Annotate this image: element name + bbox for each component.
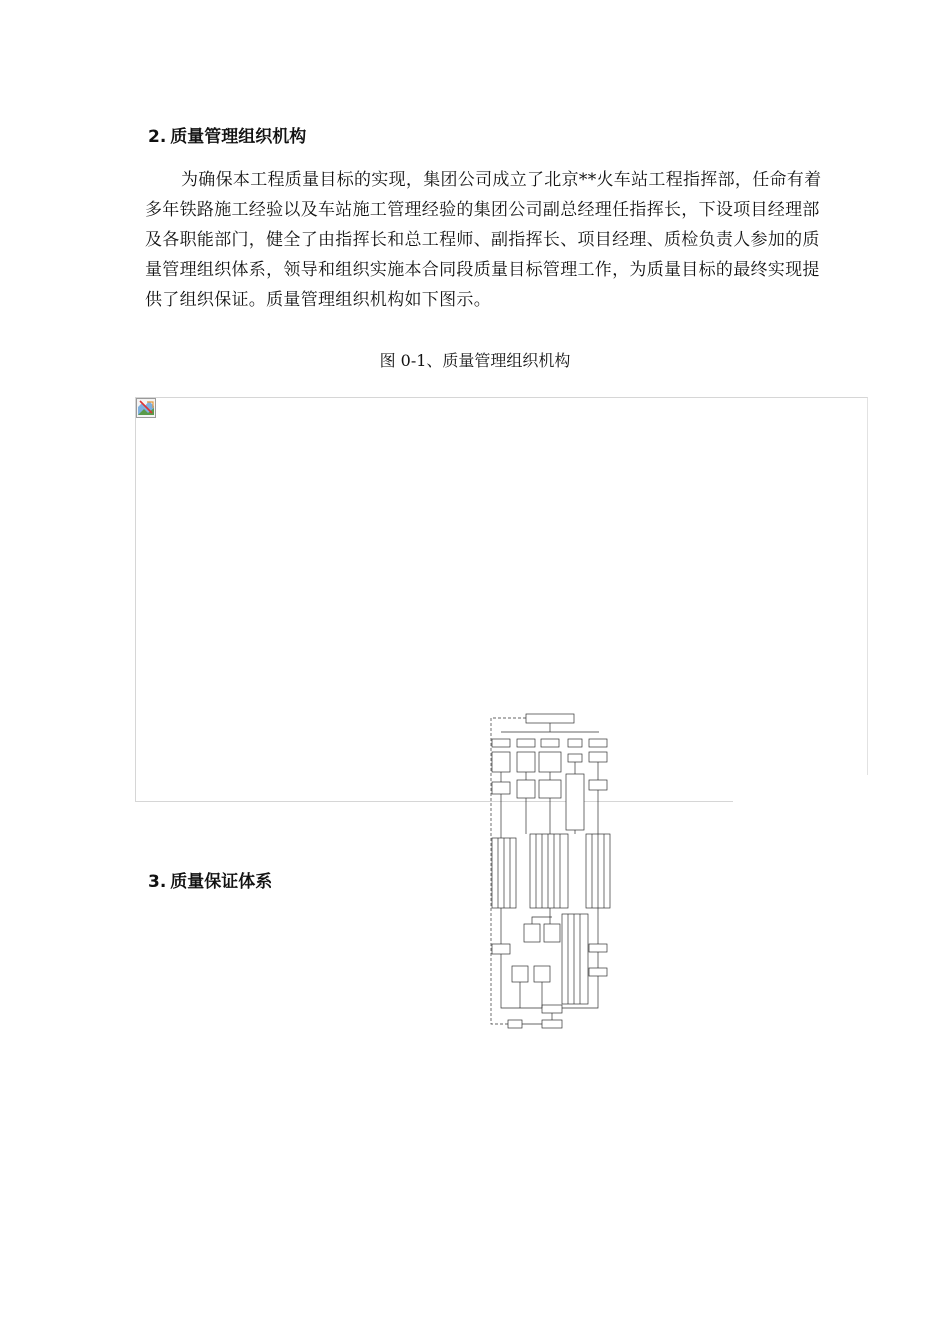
- section-2-number: 2.: [148, 127, 167, 147]
- broken-image-icon: [136, 398, 156, 418]
- body-paragraph: 为确保本工程质量目标的实现，集团公司成立了北京**火车站工程指挥部，任命有着多年铁路施工经验以及车站施工管理经验的集团公司副总经理任指挥长，下设项目经理部及各职能部门，健全了由指挥长和总工程师、副指挥长、项目经理、质检负责人参加的质量管理组织体系，领导和组织实施本合同段质量目标管理工作，为质量目标的最终实现提供了组织保证。质量管理组织机构如下图示。: [145, 170, 822, 310]
- section-3-heading: [148, 872, 272, 892]
- section-2-heading: [148, 127, 306, 147]
- org-chart-thumbnail: [486, 712, 614, 1036]
- section-2-title: 质量管理组织机构: [170, 127, 307, 147]
- section-3-title: 质量保证体系: [170, 872, 273, 892]
- section-3-number: 3.: [148, 872, 167, 892]
- figure-caption: 图 0-1、质量管理组织机构: [379, 351, 571, 370]
